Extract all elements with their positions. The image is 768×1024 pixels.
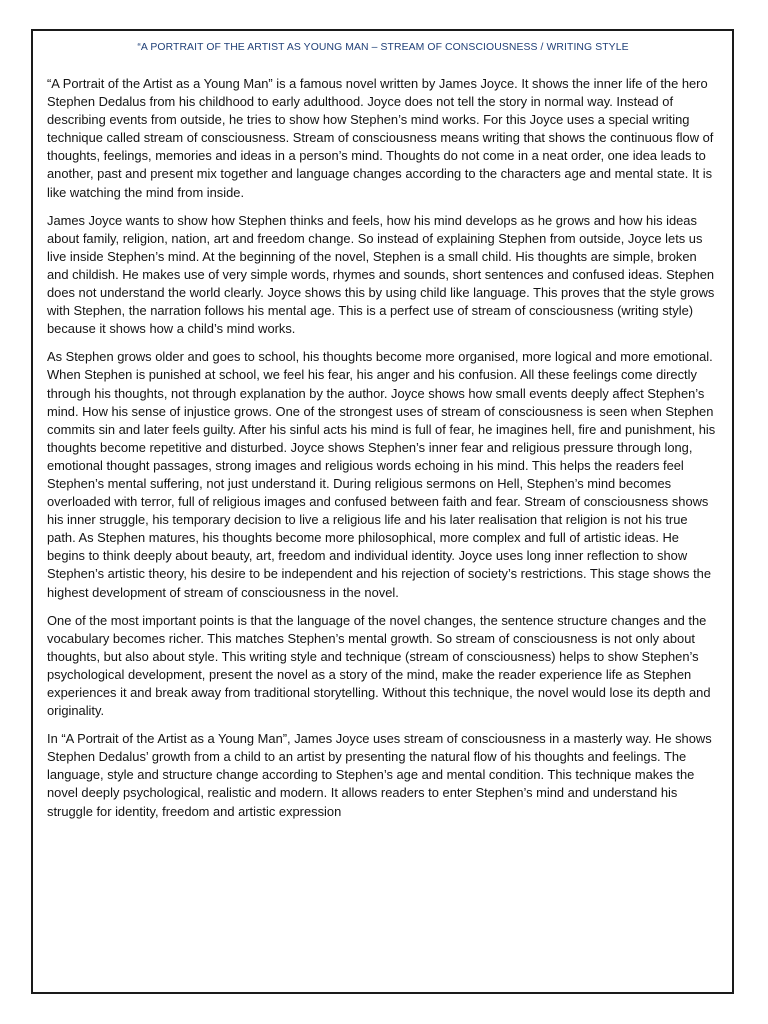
paragraph-growth: As Stephen grows older and goes to school, his thoughts become more organised, more logical and more emotional. When Stephen is punished at school, we feel his fear, his anger and his confusion. All these feelings come directly through his thoughts, not through explanation by the author. Joyce shows how small events deeply affect Stephen’s mind. How his sense of injustice grows. One of the strongest uses of stream of consciousness is seen when Stephen commits sin and later feels guilty. After his sinful acts his mind is full of fear, he imagines hell, fire and punishment, his thoughts become repetitive and disturbed. Joyce shows Stephen’s inner fear and religious pressure through long, emotional thought passages, strong images and religious words echoing in his mind. This helps the readers feel Stephen’s mental suffering, not just understand it. During religious sermons on Hell, Stephen’s mind becomes overloaded with terror, full of religious images and confused between faith and fear. Stream of consciousness shows his inner struggle, his temporary decision to live a religious life and his later realisation that religion is not his true path. As Stephen matures, his thoughts become more philosophical, more complex and full of artistic ideas. He begins to think deeply about beauty, art, freedom and individual identity. Joyce uses long inner reflection to show Stephen’s artistic theory, his desire to be independent and his rejection of society’s restrictions. This stage shows the highest development of stream of consciousness in the novel. — [47, 349, 716, 600]
paragraph-childhood: James Joyce wants to show how Stephen thinks and feels, how his mind develops as he grows and how his ideas about family, religion, nation, art and freedom change. So instead of explaining Stephen from outside, Joyce lets us live inside Stephen’s mind. At the beginning of the novel, Stephen is a small child. His thoughts are simple, broken and childish. He makes use of very simple words, rhymes and sounds, short sentences and confused ideas. Stephen does not understand the world clearly. Joyce shows this by using child like language. This proves that the style grows with Stephen, the narration follows his mental age. This is a perfect use of stream of consciousness (writing style) because it shows how a child’s mind works. — [47, 212, 715, 337]
paragraph-language: One of the most important points is that the language of the novel changes, the sentence structure changes and the vocabulary becomes richer. This matches Stephen’s mental growth. So stream of consciousness is not only about thoughts, but also about style. This writing style and technique (stream of consciousness) helps to show Stephen’s psychological development, present the novel as a story of the mind, make the reader experience life as Stephen experiences it and break away from traditional storytelling. Without this technique, the novel would lose its depth and originality. — [47, 612, 711, 719]
paragraph-conclusion: In “A Portrait of the Artist as a Young Man”, James Joyce uses stream of consciousness in a masterly way. He shows Stephen Dedalus’ growth from a child to an artist by presenting the natural flow of his thoughts and feelings. The language, style and structure change according to Stephen’s age and mental condition. This technique makes the novel deeply psychological, realistic and modern. It allows readers to enter Stephen’s mind and understand his struggle for identity, freedom and artistic expression — [47, 731, 712, 819]
document-title: “A PORTRAIT OF THE ARTIST AS YOUNG MAN – STREAM OF CONSCIOUSNESS / WRITING STYLE — [137, 42, 629, 53]
document-body — [47, 75, 719, 831]
paragraph-introduction: “A Portrait of the Artist as a Young Man” is a famous novel written by James Joyce. It shows the inner life of the hero Stephen Dedalus from his childhood to early adulthood. Joyce does not tell the story in normal way. Instead of describing events from outside, he tries to show how Stephen’s mind works. For this Joyce uses a special writing technique called stream of consciousness. Stream of consciousness means writing that shows the continuous flow of thoughts, feelings, memories and ideas in a person’s mind. Thoughts do not come in a neat order, one idea leads to another, past and present mix together and language changes according to the characters age and mental state. It is like watching the mind from inside. — [47, 76, 714, 200]
